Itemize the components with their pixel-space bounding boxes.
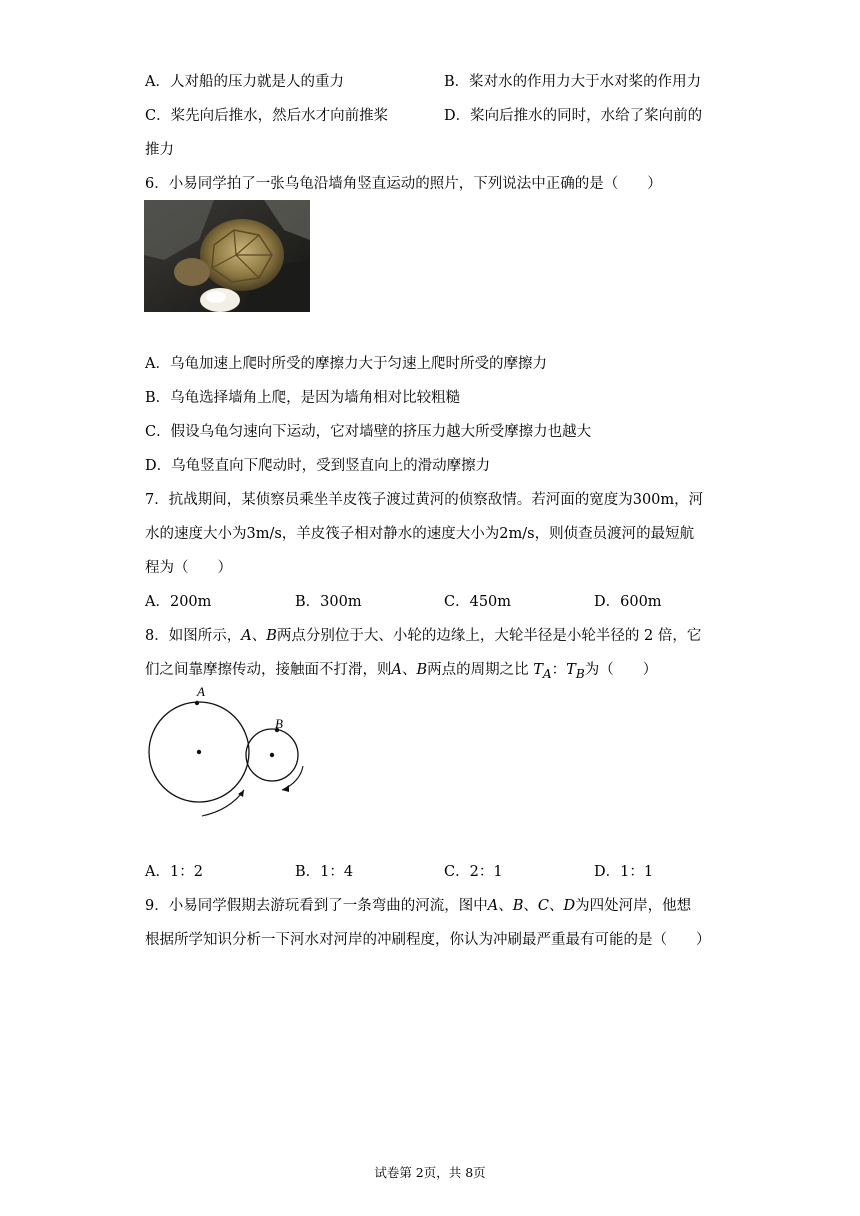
label-a: A	[197, 684, 205, 699]
q5-option-b: B．桨对水的作用力大于水对桨的作用力	[444, 74, 702, 90]
turtle-photo	[144, 200, 310, 312]
q7-option-a: A．200m	[145, 594, 212, 610]
q6-option-c: C．假设乌龟匀速向下运动，它对墙壁的挤压力越大所受摩擦力也越大	[145, 424, 592, 440]
q6-option-b: B．乌龟选择墙角上爬，是因为墙角相对比较粗糙	[145, 390, 461, 406]
q6-stem: 6．小易同学拍了一张乌龟沿墙角竖直运动的照片，下列说法中正确的是（ ）	[145, 176, 662, 192]
q7-option-b: B．300m	[295, 594, 362, 610]
q8-stem-line1: 8．如图所示，A、B两点分别位于大、小轮的边缘上，大轮半径是小轮半径的 2 倍，它	[145, 628, 702, 644]
q9-stem-line2: 根据所学知识分析一下河水对河岸的冲刷程度，你认为冲刷最严重最有可能的是（ ）	[145, 932, 711, 948]
q8-option-d: D．1：1	[594, 864, 654, 880]
q8-option-b: B．1：4	[295, 864, 354, 880]
q9-stem-line1: 9．小易同学假期去游玩看到了一条弯曲的河流，图中A、B、C、D为四处河岸，他想	[145, 898, 692, 914]
pulley-diagram	[140, 682, 330, 822]
q5-option-c: C．桨先向后推水，然后水才向前推桨	[145, 108, 389, 124]
q8-option-c: C．2：1	[444, 864, 503, 880]
q5-option-d: D．桨向后推水的同时，水给了桨向前的	[444, 108, 703, 124]
page-footer: 试卷第 2页，共 8页	[374, 1165, 486, 1180]
q6-option-a: A．乌龟加速上爬时所受的摩擦力大于匀速上爬时所受的摩擦力	[145, 356, 547, 372]
q7-stem-line3: 程为（ ）	[145, 560, 232, 576]
q5-option-d-continued: 推力	[145, 142, 174, 158]
label-b: B	[275, 716, 283, 731]
q7-stem-line1: 7．抗战期间，某侦察员乘坐羊皮筏子渡过黄河的侦察敌情。若河面的宽度为300m，河	[145, 492, 704, 508]
q5-option-a: A．人对船的压力就是人的重力	[145, 74, 344, 90]
q8-stem-line2: 们之间靠摩擦传动，接触面不打滑，则A、B两点的周期之比 $T_A$：$T_B$为（ ）	[145, 662, 658, 681]
q7-option-c: C．450m	[444, 594, 512, 610]
q7-option-d: D．600m	[594, 594, 662, 610]
q8-option-a: A．1：2	[145, 864, 203, 880]
q7-stem-line2: 水的速度大小为3m/s，羊皮筏子相对静水的速度大小为2m/s，则侦查员渡河的最短航	[145, 526, 695, 542]
q6-option-d: D．乌龟竖直向下爬动时，受到竖直向上的滑动摩擦力	[145, 458, 491, 474]
